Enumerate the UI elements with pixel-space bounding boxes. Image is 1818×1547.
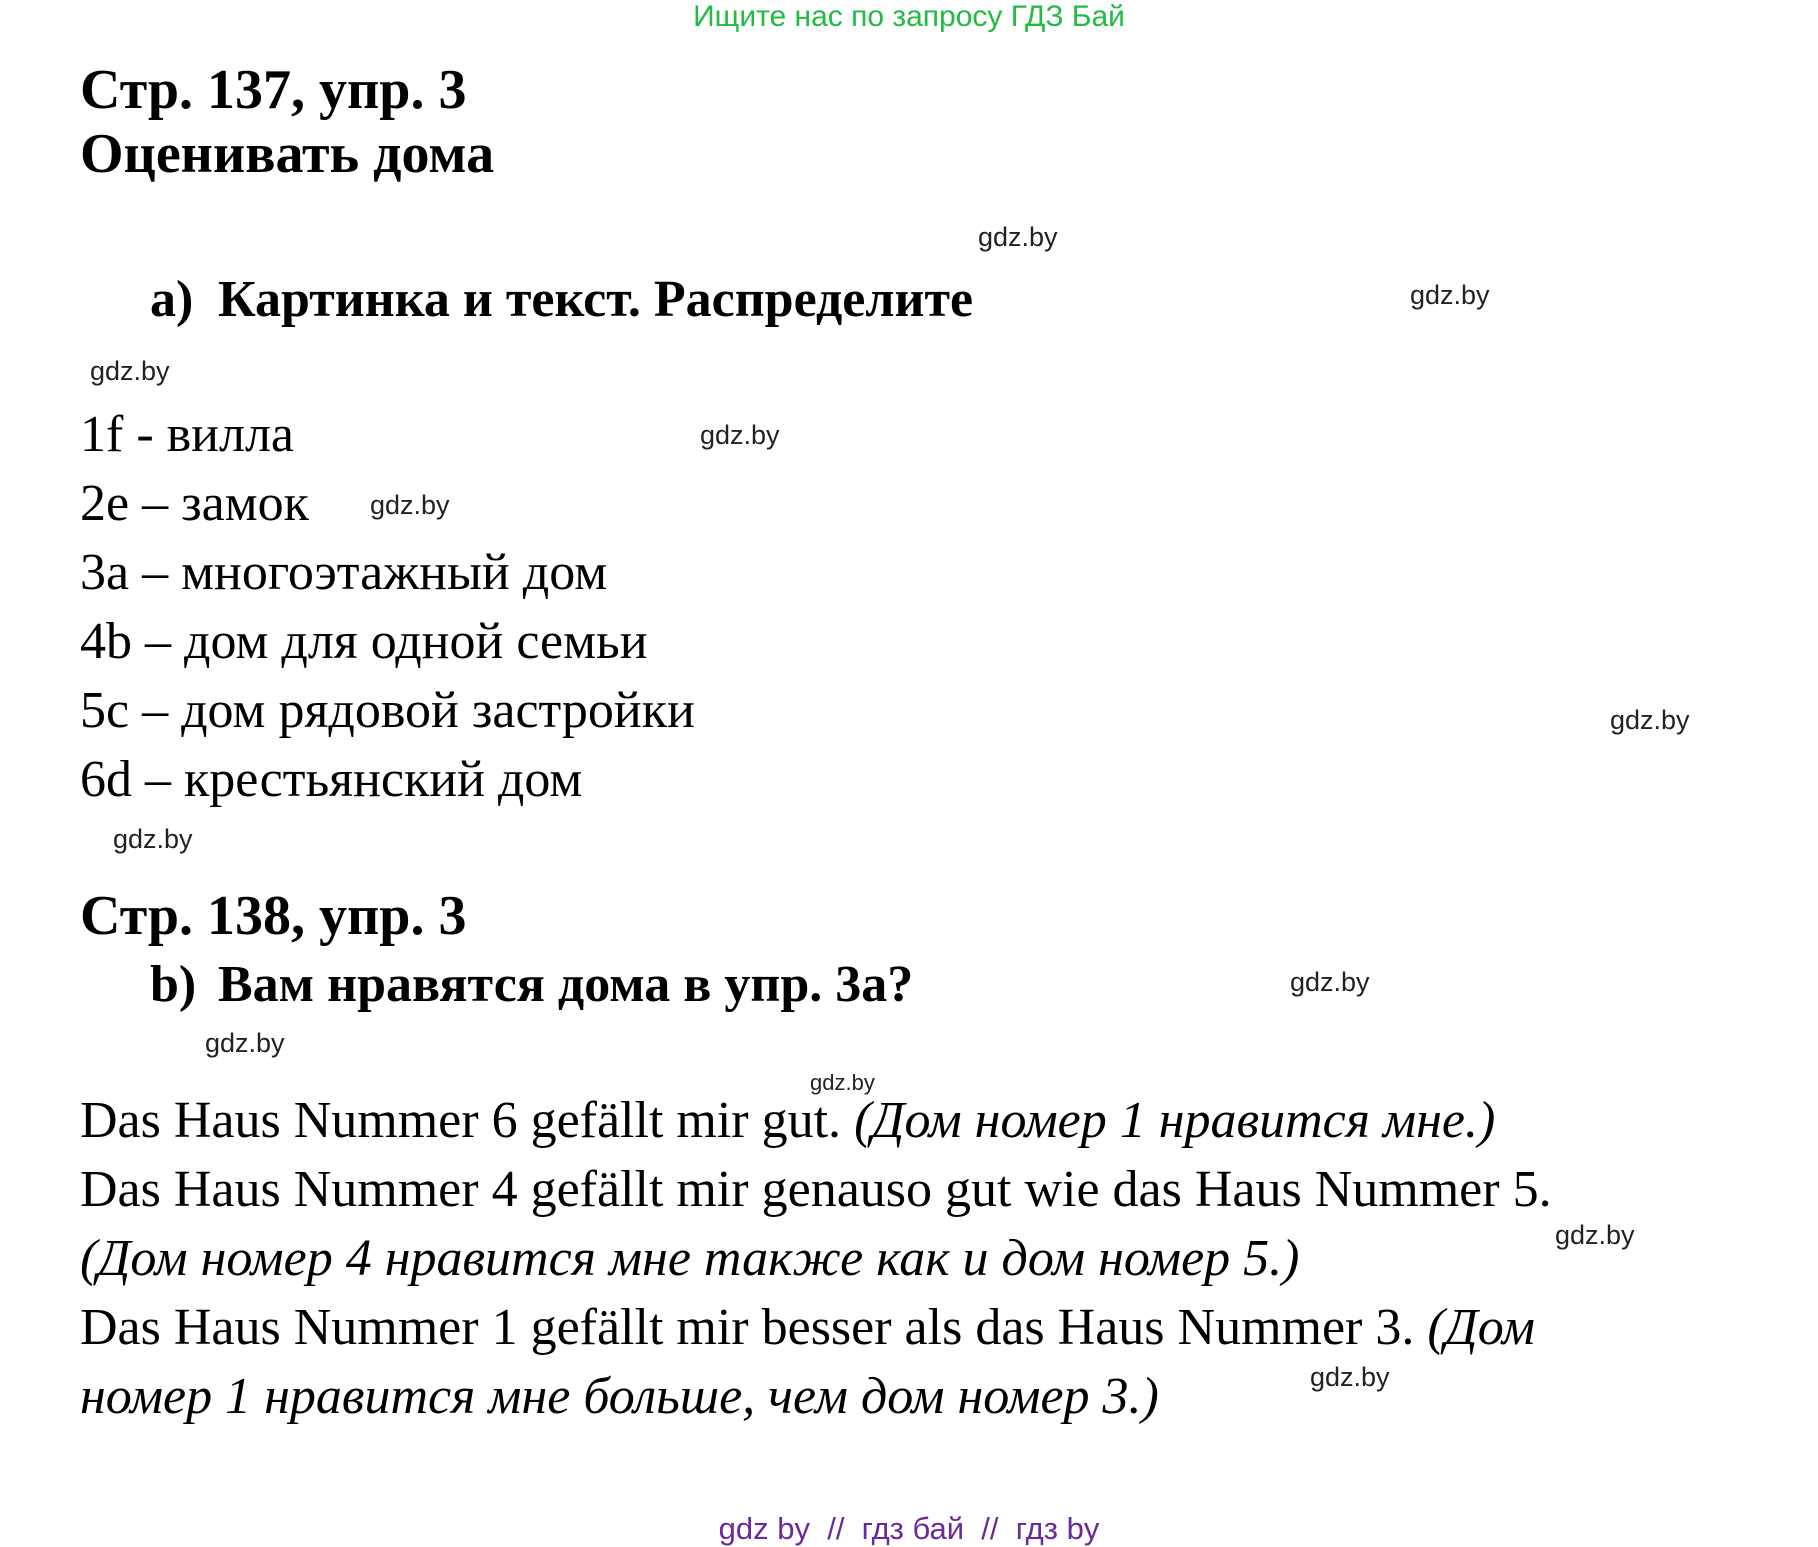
watermark: gdz.by — [90, 356, 170, 386]
sentence-2-de: Das Haus Nummer 4 gefällt mir genauso gut wie das Haus Nummer 5. — [80, 1161, 1552, 1218]
task-a-label: a) — [150, 271, 194, 328]
watermark: gdz.by — [810, 1070, 875, 1095]
sentence-1-ru: (Дом номер 1 нравится мне.) — [854, 1092, 1496, 1149]
task-a-text: Картинка и текст. Распределите — [218, 271, 974, 328]
watermark: gdz.by — [700, 420, 780, 450]
page-ref-137: Стр. 137, упр. 3 — [80, 59, 467, 121]
sentence-3-ru-end: номер 1 нравится мне больше, чем дом номер 3.) — [80, 1368, 1159, 1425]
task-b-text: Вам нравятся дома в упр. 3a? — [218, 956, 914, 1013]
watermark: gdz.by — [113, 824, 193, 854]
sentence-3-line1 — [80, 1298, 1535, 1357]
section-title: Оценивать дома — [80, 123, 495, 185]
watermark: gdz.by — [1310, 1362, 1390, 1392]
sentence-1 — [80, 1091, 1495, 1150]
answer-line-3: 3a – многоэтажный дом — [80, 544, 608, 601]
watermark: gdz.by — [1555, 1220, 1635, 1250]
sentence-1-de: Das Haus Nummer 6 gefällt mir gut. — [80, 1092, 842, 1149]
page-ref-138: Стр. 138, упр. 3 — [80, 885, 467, 947]
watermark: gdz.by — [370, 490, 450, 520]
sentence-3-ru-start: (Дом — [1427, 1299, 1535, 1356]
footer-links: gdz by // гдз бай // гдз by — [718, 1511, 1100, 1546]
sentence-3-de: Das Haus Nummer 1 gefällt mir besser als das Haus Nummer 3. — [80, 1299, 1415, 1356]
watermark: gdz.by — [205, 1028, 285, 1058]
sentence-2-ru: (Дом номер 4 нравится мне также как и дом номер 5.) — [80, 1230, 1300, 1287]
answer-line-4: 4b – дом для одной семьи — [80, 613, 648, 670]
answer-line-1: 1f - вилла — [80, 406, 294, 463]
watermark: gdz.by — [1610, 705, 1690, 735]
watermark: gdz.by — [978, 222, 1058, 252]
answer-line-6: 6d – крестьянский дом — [80, 751, 583, 808]
top-banner: Ищите нас по запросу ГДЗ Бай — [693, 0, 1125, 33]
task-b-label: b) — [150, 956, 197, 1013]
answer-line-2: 2e – замок — [80, 475, 309, 532]
watermark: gdz.by — [1290, 967, 1370, 997]
watermark: gdz.by — [1410, 280, 1490, 310]
answer-line-5: 5c – дом рядовой застройки — [80, 682, 695, 739]
